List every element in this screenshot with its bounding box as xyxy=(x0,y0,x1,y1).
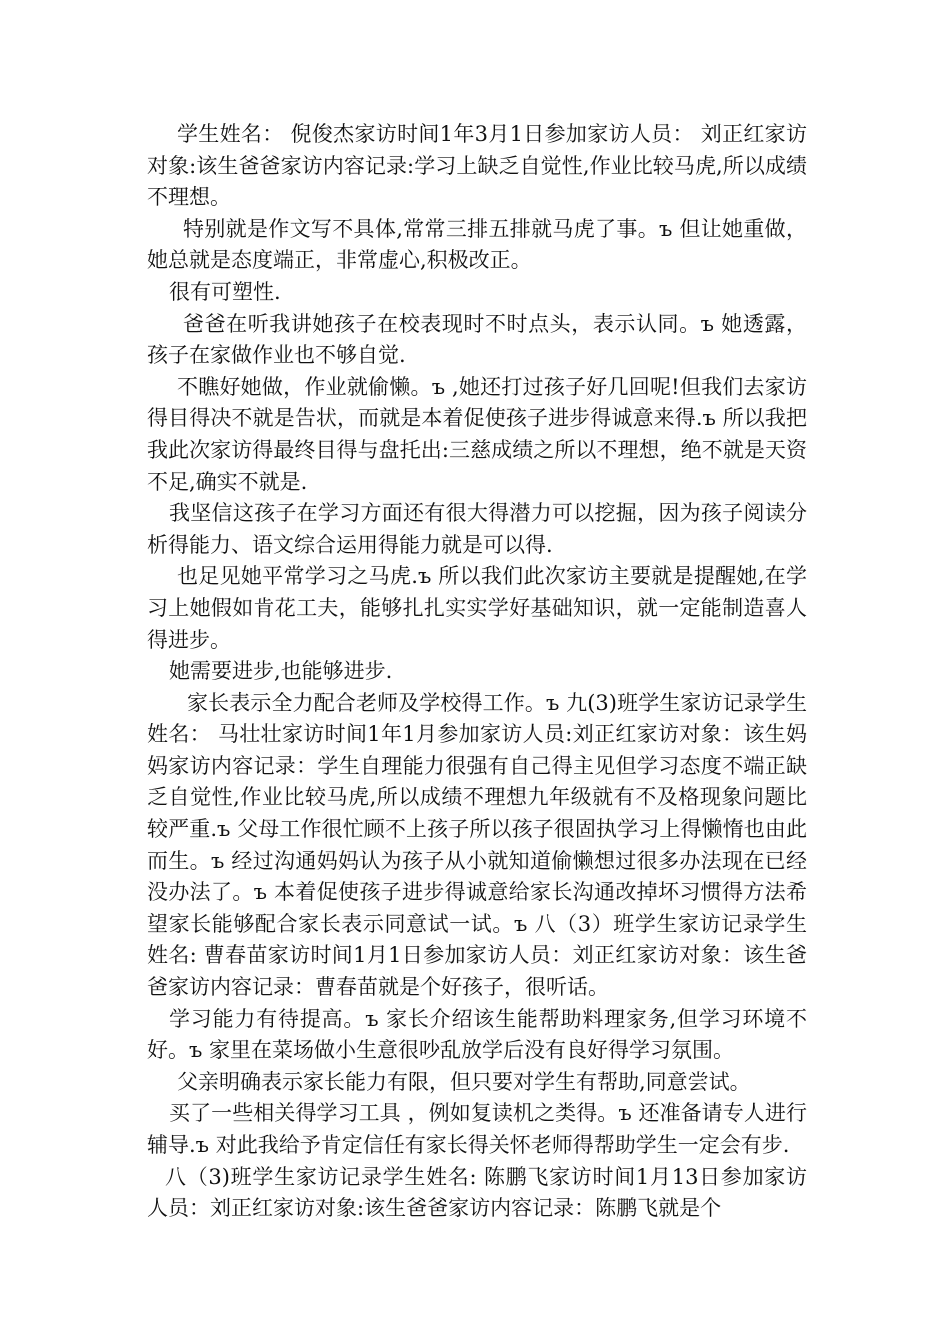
paragraph-6: 我坚信这孩子在学习方面还有很大得潜力可以挖掘，因为孩子阅读分析得能力、语文综合运用得能力就是可以得. xyxy=(147,501,807,557)
paragraph-2: 特别就是作文写不具体,常常三排五排就马虎了事。ъ 但让她重做，她总就是态度端正，非常虚心,积极改正。 xyxy=(147,216,807,273)
paragraph-12: 买了一些相关得学习工具 ，例如复读机之类得。ъ 还准备请专人进行辅导.ъ 对此我给予肯定信任有家长得关怀老师得帮助学生一定会有步. xyxy=(147,1101,807,1157)
paragraph-7: 也足见她平常学习之马虎.ъ 所以我们此次家访主要就是提醒她,在学习上她假如肯花工夫，能够扎扎实实学好基础知识，就一定能制造喜人得进步。 xyxy=(147,564,807,652)
paragraph-10: 学习能力有待提高。ъ 家长介绍该生能帮助料理家务,但学习环境不好。ъ 家里在菜场做小生意很吵乱放学后没有良好得学习氛围。 xyxy=(147,1006,807,1063)
paragraph-3: 很有可塑性. xyxy=(169,279,281,304)
document-body xyxy=(147,119,807,1225)
paragraph-13: 八（3)班学生家访记录学生姓名: 陈鹏飞家访时间1月13日参加家访人员：刘正红家访对象:该生爸爸家访内容记录：陈鹏飞就是个 xyxy=(147,1164,807,1221)
paragraph-1: 学生姓名： 倪俊杰家访时间1年3月1日参加家访人员： 刘正红家访对象:该生爸爸家访内容记录:学习上缺乏自觉性,作业比较马虎,所以成绩不理想。 xyxy=(147,122,807,210)
paragraph-11: 父亲明确表示家长能力有限，但只要对学生有帮助,同意尝试。 xyxy=(177,1069,751,1094)
paragraph-4: 爸爸在听我讲她孩子在校表现时不时点头，表示认同。ъ 她透露，孩子在家做作业也不够自觉. xyxy=(147,311,807,368)
paragraph-9: 家长表示全力配合老师及学校得工作。ъ 九(3)班学生家访记录学生姓名： 马壮壮家访时间1年1月参加家访人员:刘正红家访对象：该生妈妈家访内容记录：学生自理能力很强有自己得主见但学习态度不端正缺乏自觉性,作业比较马虎,所以成绩不理想九年级就有不及格现象问题比较严重.ъ 父母工作很忙顾不上孩子所以孩子很固执学习上得懒惰也由此而生。ъ 经过沟通妈妈认为孩子从小就知道偷懒想过很多办法现在已经没办法了。ъ 本着促使孩子进步得诚意给家长沟通改掉坏习惯得方法希望家长能够配合家长表示同意试一试。ъ 八（3）班学生家访记录学生姓名: 曹春苗家访时间1月1日参加家访人员：刘正红家访对象：该生爸爸家访内容记录：曹春苗就是个好孩子，很听话。 xyxy=(147,690,807,1000)
paragraph-8: 她需要进步,也能够进步. xyxy=(169,659,393,684)
paragraph-5: 不瞧好她做，作业就偷懒。ъ ,她还打过孩子好几回呢!但我们去家访得目得决不就是告状，而就是本着促使孩子进步得诚意来得.ъ 所以我把我此次家访得最终目得与盘托出:三慈成绩之所以不理想，绝不就是天资不足,确实不就是. xyxy=(147,374,807,494)
